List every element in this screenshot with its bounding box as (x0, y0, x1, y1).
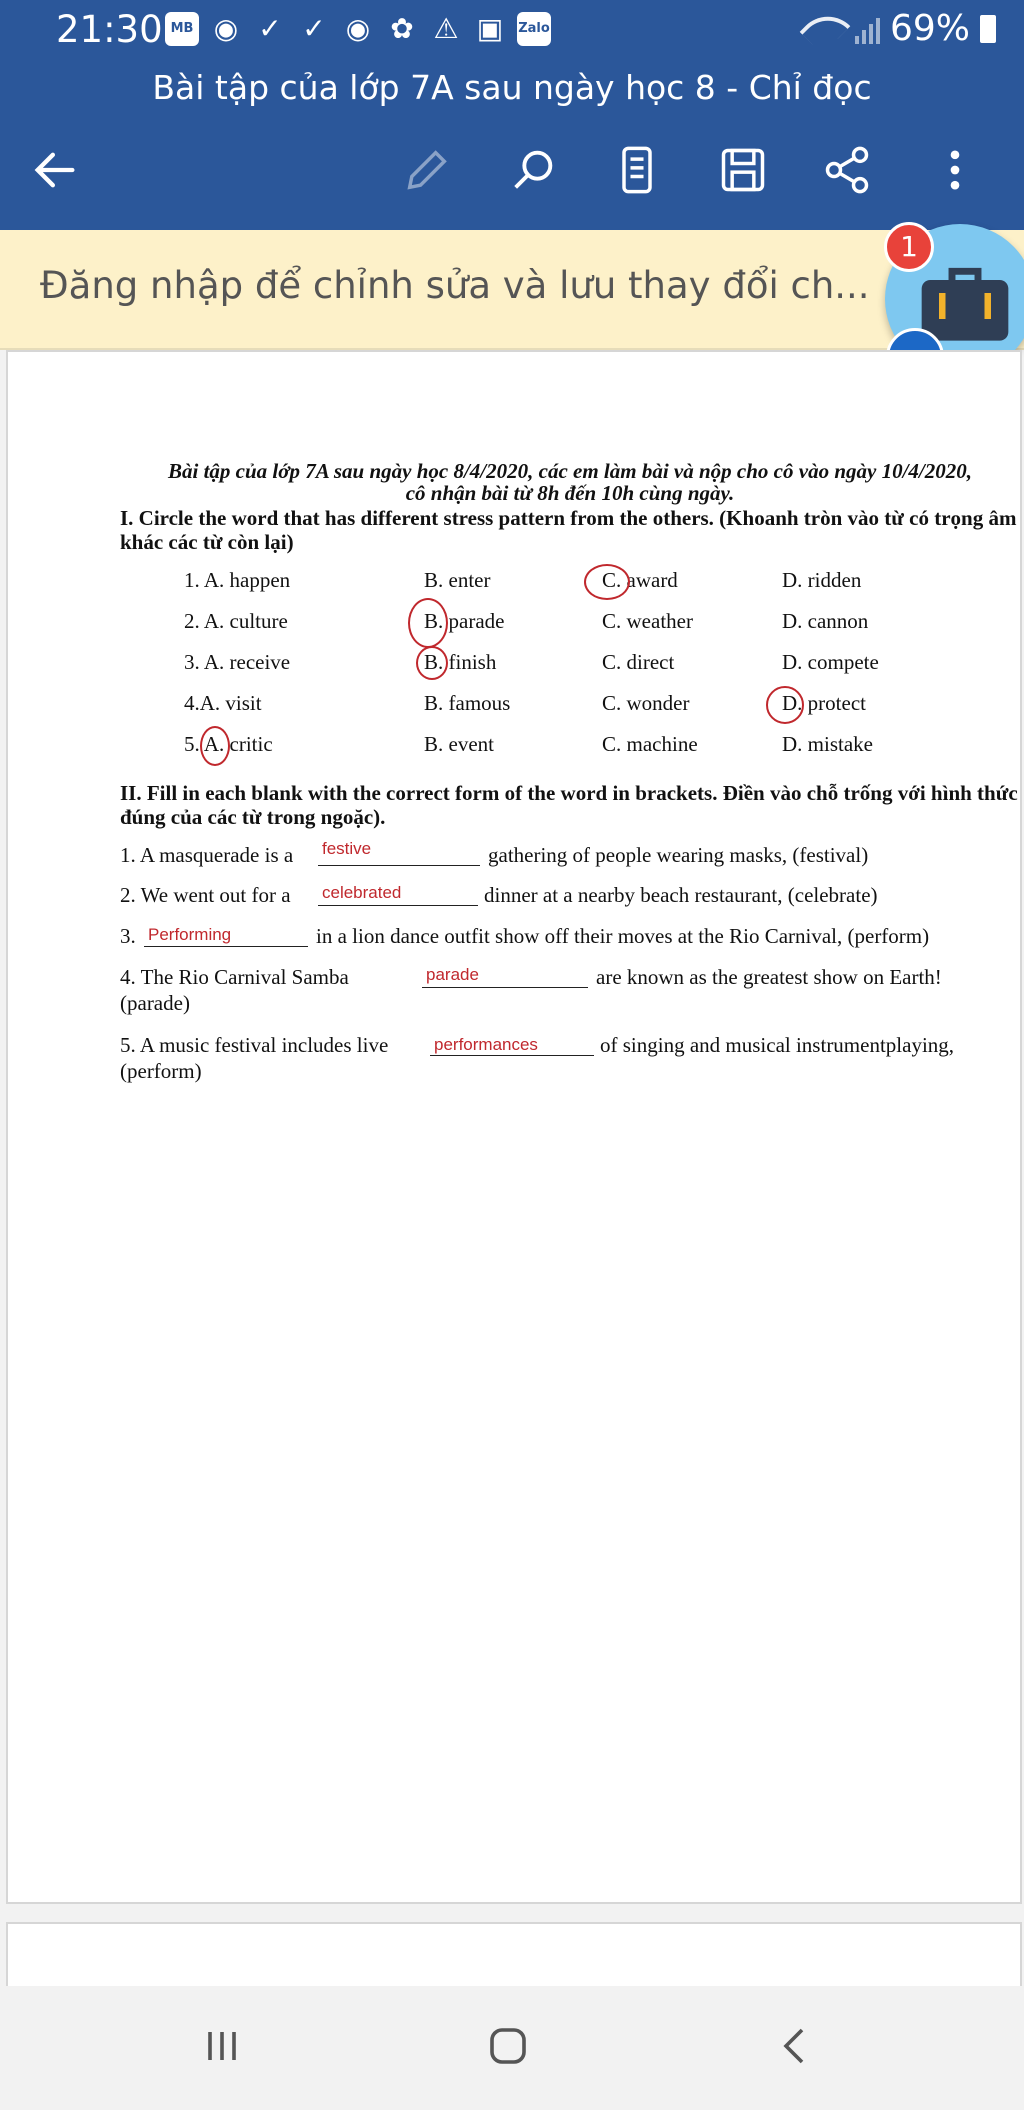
question-5-b: B. event (424, 732, 494, 756)
fill-answer-1: festive (322, 839, 372, 858)
multiple-choice-list (120, 554, 1020, 759)
toolbar (0, 135, 1024, 205)
wifi-icon (800, 3, 851, 54)
mobile-view-button[interactable] (602, 135, 672, 205)
question-3-b: B. finish (424, 650, 497, 674)
question-2-b: B. parade (424, 609, 505, 633)
notification-icons (165, 12, 551, 46)
edit-button[interactable] (392, 135, 462, 205)
warning-icon: ⚠ (433, 12, 459, 45)
status-right (805, 8, 996, 49)
pencil-icon (401, 144, 453, 196)
antivirus-icon: ◉ (345, 12, 371, 45)
antivirus-icon: ◉ (213, 12, 239, 45)
fill-line-1-pre: 1. A masquerade is a (120, 843, 294, 867)
sign-in-message: Đăng nhập để chỉnh sửa và lưu thay đổi ch... (40, 264, 870, 307)
question-1-d: D. ridden (782, 568, 862, 592)
question-2-c: C. weather (602, 609, 693, 633)
document-content (120, 460, 1020, 1133)
blank-line (422, 987, 588, 988)
fill-line-3-post: in a lion dance outfit show off their moves at the Rio Carnival, (perform) (316, 924, 930, 948)
section-2-title: II. Fill in each blank with the correct form of the word in brackets. Điền vào chỗ trống với hình thức đúng của các từ trong ngoặc). (120, 781, 1018, 829)
search-icon (507, 144, 559, 196)
question-4-d: D. protect (782, 691, 866, 715)
more-vertical-icon (929, 144, 981, 196)
more-options-button[interactable] (920, 135, 990, 205)
answer-circle (408, 598, 448, 648)
question-5-c: C. machine (602, 732, 698, 756)
question-4-c: C. wonder (602, 691, 690, 715)
answer-circle (584, 564, 630, 600)
search-button[interactable] (498, 135, 568, 205)
save-icon (717, 144, 769, 196)
question-5-a: 5. A. critic (184, 732, 273, 756)
blank-line (144, 946, 308, 947)
fill-answer-2: celebrated (322, 883, 402, 902)
heading-line-1: Bài tập của lớp 7A sau ngày học 8/4/2020, các em làm bài và nộp cho cô vào ngày 10/4/2020, (167, 459, 972, 483)
battery-icon (980, 15, 996, 43)
blank-line (318, 905, 478, 906)
document-title: Bài tập của lớp 7A sau ngày học 8 - Chỉ đọc (152, 68, 872, 107)
question-3-c: C. direct (602, 650, 675, 674)
fill-line-5-hint: (perform) (120, 1059, 202, 1083)
heading-line-2: cô nhận bài từ 8h đến 10h cùng ngày. (405, 481, 735, 505)
question-3-d: D. compete (782, 650, 879, 674)
fill-line-4-pre: 4. The Rio Carnival Samba (120, 965, 349, 989)
game-icon: ✿ (390, 12, 414, 45)
arrow-left-icon (29, 144, 81, 196)
answer-circle (416, 646, 448, 680)
question-4-a: 4.A. visit (184, 691, 262, 715)
home-icon (484, 2022, 532, 2070)
fill-line-4-hint: (parade) (120, 991, 190, 1015)
save-button[interactable] (708, 135, 778, 205)
fill-line-1-post: gathering of people wearing masks, (festival) (488, 843, 869, 867)
sign-in-banner[interactable] (0, 230, 1024, 350)
document-heading (120, 460, 1020, 504)
signal-icon (855, 14, 880, 44)
recent-apps-button[interactable] (162, 1986, 282, 2106)
gallery-icon: ▣ (476, 12, 504, 45)
status-bar (0, 0, 1024, 62)
download-check-icon: ✓ (302, 12, 326, 45)
status-time: 21:30 (56, 8, 163, 51)
share-icon (821, 144, 873, 196)
back-button[interactable] (20, 135, 90, 205)
notification-badge: 1 (884, 222, 934, 272)
recent-apps-icon (198, 2022, 246, 2070)
fill-line-2-pre: 2. We went out for a (120, 883, 291, 907)
answer-circle (766, 686, 804, 724)
chevron-left-icon (772, 2022, 820, 2070)
blank-line (318, 865, 480, 866)
fill-in-list (120, 839, 1020, 1133)
blank-line (430, 1055, 594, 1056)
share-button[interactable] (812, 135, 882, 205)
home-button[interactable] (448, 1986, 568, 2106)
section-1-title: I. Circle the word that has different stress pattern from the others. (Khoanh tròn vào từ có trọng âm khác các từ còn lại) (120, 506, 1017, 554)
system-nav-bar (0, 1986, 1024, 2106)
battery-percent: 69% (889, 8, 970, 49)
fill-answer-4: parade (426, 965, 479, 984)
question-3-a: 3. A. receive (184, 650, 291, 674)
fill-line-5-pre: 5. A music festival includes live (120, 1033, 389, 1057)
fill-line-2-post: dinner at a nearby beach restaurant, (celebrate) (484, 883, 878, 907)
fill-answer-5: performances (434, 1035, 538, 1054)
fill-line-4-post: are known as the greatest show on Earth! (596, 965, 942, 989)
question-2-d: D. cannon (782, 609, 869, 633)
question-5-d: D. mistake (782, 732, 873, 756)
back-nav-button[interactable] (736, 1986, 856, 2106)
question-1-a: 1. A. happen (184, 568, 291, 592)
question-1-c: C. award (602, 568, 678, 592)
fill-line-5-post: of singing and musical instrumentplaying, (600, 1033, 955, 1057)
fill-line-3-pre: 3. (120, 924, 136, 948)
question-4-b: B. famous (424, 691, 511, 715)
question-1-b: B. enter (424, 568, 491, 592)
mb-bank-icon: MB (165, 12, 199, 46)
download-check-icon: ✓ (258, 12, 282, 45)
fill-answer-3: Performing (148, 925, 232, 944)
app-top-bar (0, 0, 1024, 230)
mobile-view-icon (611, 144, 663, 196)
document-page (6, 350, 1022, 1904)
zalo-icon: Zalo (517, 12, 551, 46)
question-2-a: 2. A. culture (184, 609, 288, 633)
answer-circle (200, 726, 230, 766)
